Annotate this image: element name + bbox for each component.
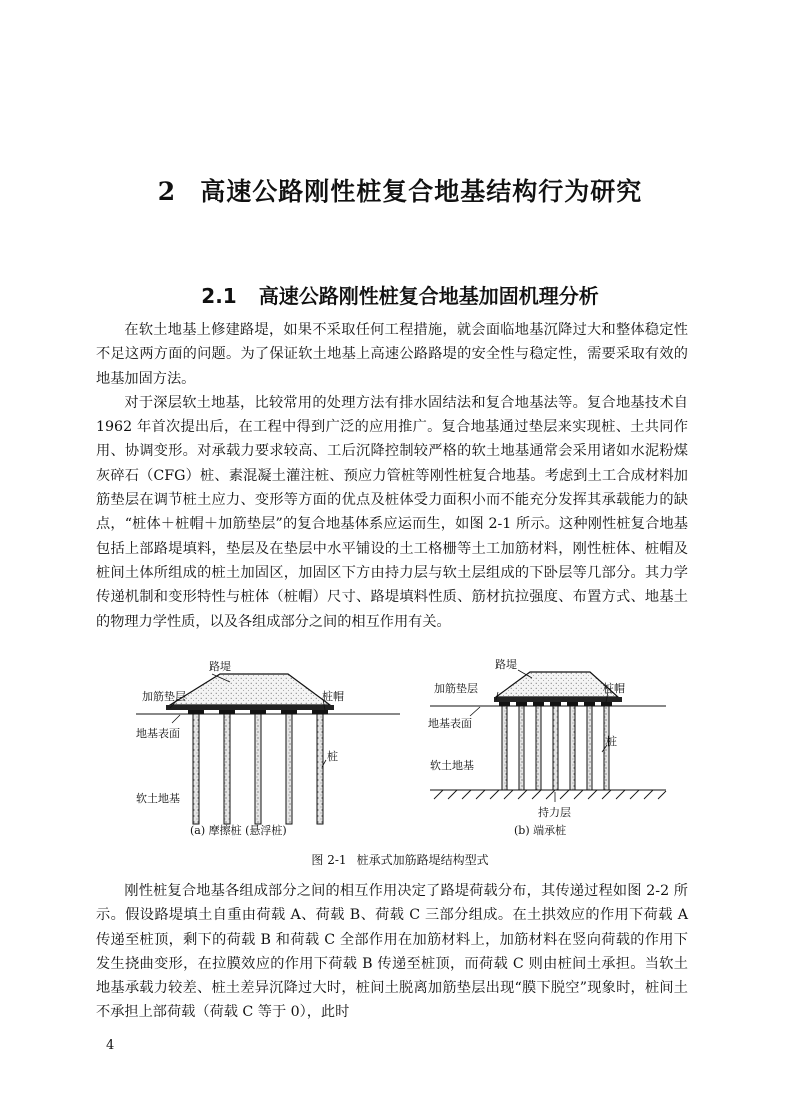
pile xyxy=(519,706,524,790)
diagram-friction-pile xyxy=(136,659,400,824)
label-embankment: 路堤 xyxy=(495,658,517,671)
paragraph: 对于深层软土地基，比较常用的处理方法有排水固结法和复合地基法等。复合地基技术自1962 年首次提出后，在工程中得到广泛的应用推广。复合地基通过垫层来实现桩、土共同作用、协调变形。对承载力要求较高、工后沉降控制较严格的软土地基通常会采用诸如水泥粉煤灰碎石（CFG）桩、素混凝土灌注桩、预应力管桩等刚性桩复合地基。考虑到土工合成材料加筋垫层在调节桩土应力、变形等方面的优点及桩体受力面积小而不能充分发挥其承载能力的缺点，“桩体＋桩帽＋加筋垫层”的复合地基体系应运而生，如图 2-1 所示。这种刚性桩复合地基包括上部路堤填料，垫层及在垫层中水平铺设的土工格栅等土工加筋材料，刚性桩体、桩帽及桩间土体所组成的桩土加固区，加固区下方由持力层与软土层组成的下卧层等几部分。其力学传递机制和变形特性与桩体（桩帽）尺寸、路堤填料性质、筋材抗拉强度、布置方式、地基土的物理力学性质，以及各组成部分之间的相互作用有关。 xyxy=(96,394,688,630)
section-title xyxy=(0,280,800,309)
figure-caption-text: 桩承式加筋路堤结构型式 xyxy=(356,853,489,867)
embankment-fill xyxy=(170,674,330,705)
cushion-layer xyxy=(494,697,622,702)
pile xyxy=(286,714,292,824)
subcaption-a: (a) 摩擦桩 (悬浮桩) xyxy=(190,824,287,837)
pile-cap xyxy=(601,702,612,706)
chapter-number: 2 xyxy=(157,177,177,206)
pile-cap xyxy=(550,702,561,706)
pile-cap xyxy=(188,710,204,714)
pile-cap xyxy=(516,702,527,706)
pile-cap xyxy=(219,710,235,714)
label-pile-cap: 桩帽 xyxy=(603,682,625,695)
label-pile: 桩 xyxy=(327,750,338,763)
pile xyxy=(570,706,575,790)
paragraph: 在软土地基上修建路堤，如果不采取任何工程措施，就会面临地基沉降过大和整体稳定性不足这两方面的问题。为了保证软土地基上高速公路路堤的安全性与稳定性，需要采取有效的地基加固方法。 xyxy=(96,322,688,387)
pile-cap xyxy=(584,702,595,706)
pile-cap xyxy=(250,710,266,714)
pile-cap xyxy=(567,702,578,706)
page-number: 4 xyxy=(106,1038,115,1053)
leader-line xyxy=(470,707,480,716)
paragraph: 刚性桩复合地基各组成部分之间的相互作用决定了路堤荷载分布，其传递过程如图 2-2 所示。假设路堤填土自重由荷载 A、荷载 B、荷载 C 三部分组成。在土拱效应的作用下荷载 A 传递至桩顶，剩下的荷载 B 和荷载 C 全部作用在加筋材料上，加筋材料在竖向荷载的作用下发生挠曲变形，在拉膜效应的作用下荷载 B 传递至桩顶，而荷载 C 则由桩间土承担。当软土地基承载力较差、桩土差异沉降过大时，桩间土脱离加筋垫层出现“膜下脱空”现象时，桩间土不承担上部荷载（荷载 C 等于 0），此时 xyxy=(96,883,688,1021)
pile-cap xyxy=(499,702,510,706)
pile-cap xyxy=(533,702,544,706)
figure-2-1 xyxy=(100,652,700,867)
pile xyxy=(255,714,261,824)
label-embankment: 路堤 xyxy=(209,660,231,673)
leader-line xyxy=(172,715,180,723)
subcaption-b: (b) 端承桩 xyxy=(514,824,567,837)
pile xyxy=(317,714,323,824)
pile xyxy=(536,706,541,790)
label-ground-surface: 地基表面 xyxy=(136,727,180,740)
cushion-layer xyxy=(166,705,334,710)
bearing-layer-hatch xyxy=(434,790,666,799)
pile xyxy=(224,714,230,824)
pile xyxy=(502,706,507,790)
label-reinforced-cushion: 加筋垫层 xyxy=(142,690,186,703)
chapter-title xyxy=(0,172,800,208)
section-number: 2.1 xyxy=(201,284,237,308)
label-ground-surface: 地基表面 xyxy=(428,717,472,730)
pile xyxy=(553,706,558,790)
label-pile: 桩 xyxy=(606,735,617,748)
figure-drawing xyxy=(100,652,700,852)
pile xyxy=(587,706,592,790)
body-text-bottom xyxy=(96,879,688,1025)
diagram-end-bearing-pile xyxy=(428,657,666,819)
label-reinforced-cushion: 加筋垫层 xyxy=(434,682,478,695)
label-soft-soil: 软土地基 xyxy=(430,759,474,772)
chapter-title-text: 高速公路刚性桩复合地基结构行为研究 xyxy=(200,177,643,206)
label-soft-soil: 软土地基 xyxy=(136,792,180,805)
embankment-fill xyxy=(496,672,618,697)
pile xyxy=(193,714,199,824)
label-pile-cap: 桩帽 xyxy=(322,690,344,703)
figure-caption-number: 图 2-1 xyxy=(311,853,347,867)
section-title-text: 高速公路刚性桩复合地基加固机理分析 xyxy=(258,284,599,308)
body-text-top xyxy=(96,318,688,634)
label-bearing-layer: 持力层 xyxy=(538,806,571,819)
pile-cap xyxy=(281,710,297,714)
figure-caption xyxy=(0,851,800,868)
pile-cap xyxy=(312,710,328,714)
